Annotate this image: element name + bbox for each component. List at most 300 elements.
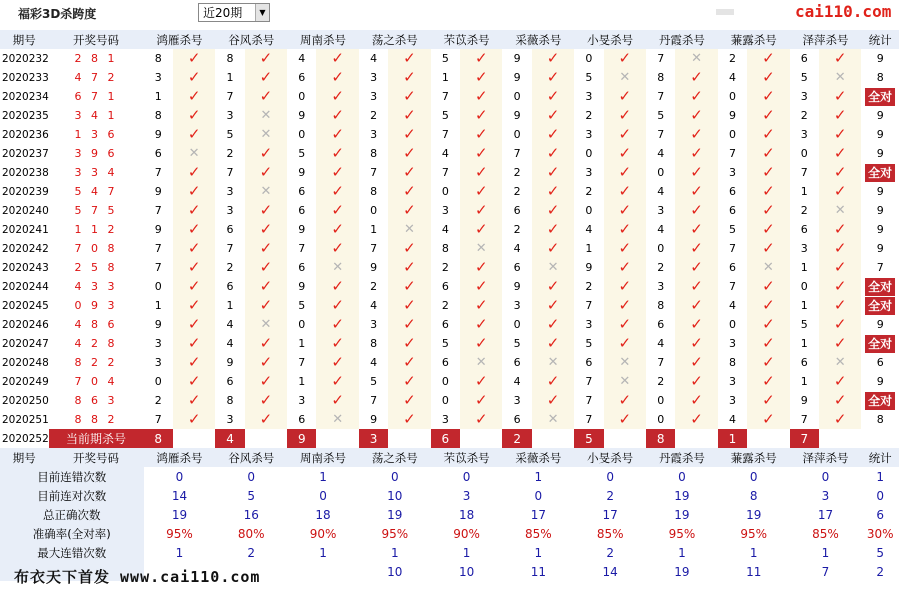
mark-cell [532, 49, 574, 68]
stat-cell: 8 [876, 71, 884, 84]
check-icon: ✓ [833, 410, 847, 428]
check-icon: ✓ [546, 296, 560, 314]
current-kill: 2 [502, 429, 531, 448]
mark-cell [532, 391, 574, 410]
table-row [0, 258, 899, 277]
mark-cell [388, 201, 430, 220]
kill-number: 8 [646, 68, 675, 87]
check-icon: ✓ [833, 315, 847, 333]
kill-number: 1 [144, 87, 173, 106]
mark-cell [245, 372, 287, 391]
check-icon: ✓ [259, 296, 273, 314]
mark-cell [388, 182, 430, 201]
check-icon: ✓ [618, 239, 632, 257]
summary-row [0, 467, 899, 486]
kill-number: 9 [144, 220, 173, 239]
check-icon: ✓ [618, 144, 632, 162]
kill-number: 7 [574, 372, 603, 391]
kill-table [0, 30, 899, 581]
cross-icon: ✕ [619, 70, 631, 85]
kill-number: 1 [790, 372, 819, 391]
mark-cell [316, 125, 358, 144]
kill-number: 5 [718, 220, 747, 239]
mark-cell [245, 68, 287, 87]
kill-number: 3 [431, 201, 460, 220]
mark-cell [747, 410, 789, 429]
mark-cell [747, 201, 789, 220]
check-icon: ✓ [187, 296, 201, 314]
kill-number: 2 [215, 144, 244, 163]
cross-icon: ✕ [834, 70, 846, 85]
col-killer: 谷风杀号 [215, 448, 287, 467]
mark-cell [747, 220, 789, 239]
range-select[interactable] [198, 3, 270, 22]
summary-value: 19 [387, 507, 403, 522]
kill-number: 5 [431, 106, 460, 125]
mark-cell [819, 87, 861, 106]
table-row [0, 144, 899, 163]
mark-cell [388, 258, 430, 277]
summary-value: 10 [387, 488, 403, 503]
table-row [0, 201, 899, 220]
kill-number: 4 [431, 220, 460, 239]
kill-number: 0 [359, 201, 388, 220]
col-killer: 荡之杀号 [359, 30, 431, 49]
mark-cell [819, 182, 861, 201]
cross-icon: ✕ [260, 317, 272, 332]
mark-cell [604, 277, 646, 296]
kill-number: 6 [287, 68, 316, 87]
check-icon: ✓ [331, 277, 344, 295]
current-stat [861, 429, 899, 448]
mark-cell [675, 163, 717, 182]
chevron-down-icon[interactable]: ▼ [255, 4, 269, 21]
mark-cell [245, 239, 287, 258]
mark-cell [532, 296, 574, 315]
kill-number: 3 [790, 239, 819, 258]
kill-number: 6 [502, 353, 531, 372]
kill-number: 0 [574, 49, 603, 68]
mark-cell [460, 391, 502, 410]
kill-number: 4 [718, 296, 747, 315]
all-correct-badge: 全对 [865, 297, 895, 315]
kill-number: 3 [359, 315, 388, 334]
table-row [0, 106, 899, 125]
mark-cell [604, 87, 646, 106]
table-row [0, 49, 899, 68]
mark-cell [675, 87, 717, 106]
mark-cell [460, 68, 502, 87]
check-icon: ✓ [690, 68, 703, 86]
kill-number: 9 [144, 315, 173, 334]
col-killer: 泽萍杀号 [790, 30, 862, 49]
cross-icon: ✕ [260, 127, 272, 142]
mark-cell [747, 239, 789, 258]
cross-icon: ✕ [762, 260, 774, 275]
summary-value: 2 [606, 545, 614, 560]
mark-cell [532, 106, 574, 125]
mark-cell [747, 144, 789, 163]
kill-number: 1 [287, 334, 316, 353]
mark-cell [388, 410, 430, 429]
mark-cell [532, 68, 574, 87]
check-icon: ✓ [403, 315, 416, 333]
kill-number: 2 [790, 106, 819, 125]
cross-icon: ✕ [619, 355, 631, 370]
stat-cell: 9 [876, 128, 884, 141]
mark-cell [316, 296, 358, 315]
kill-number: 7 [144, 239, 173, 258]
check-icon: ✓ [762, 315, 775, 333]
check-icon: ✓ [690, 391, 703, 409]
current-kill: 8 [646, 429, 675, 448]
kill-number: 3 [718, 372, 747, 391]
check-icon: ✓ [403, 144, 416, 162]
check-icon: ✓ [331, 391, 344, 409]
kill-number: 1 [144, 296, 173, 315]
mark-cell [819, 334, 861, 353]
kill-number: 7 [431, 163, 460, 182]
check-icon: ✓ [833, 87, 847, 105]
draw-numbers: 1 3 6 [74, 128, 118, 141]
kill-number: 6 [431, 353, 460, 372]
check-icon: ✓ [187, 49, 201, 67]
check-icon: ✓ [474, 144, 488, 162]
kill-number: 9 [502, 106, 531, 125]
summary-value: 8 [749, 488, 758, 503]
mark-cell [173, 182, 215, 201]
summary-stat: 30% [866, 526, 894, 541]
mark-cell [675, 201, 717, 220]
stat-cell: 9 [876, 318, 884, 331]
kill-number: 0 [287, 87, 316, 106]
period-cell: 2020233 [0, 68, 49, 87]
current-label: 当前期杀号 [49, 429, 144, 448]
mark-cell [388, 49, 430, 68]
kill-number: 8 [215, 391, 244, 410]
mark-cell [173, 353, 215, 372]
kill-number: 4 [431, 144, 460, 163]
mark-cell [316, 410, 358, 429]
summary-value: 14 [171, 488, 188, 503]
check-icon: ✓ [474, 163, 488, 181]
col-numbers: 开奖号码 [49, 30, 144, 49]
period-cell: 2020238 [0, 163, 49, 182]
check-icon: ✓ [259, 49, 273, 67]
mark-cell [604, 106, 646, 125]
cross-icon: ✕ [691, 51, 703, 66]
kill-number: 3 [574, 125, 603, 144]
check-icon: ✓ [403, 239, 416, 257]
summary-label: 目前连错次数 [0, 467, 144, 486]
kill-number: 7 [790, 163, 819, 182]
current-row [0, 429, 899, 448]
kill-number: 8 [646, 296, 675, 315]
check-icon: ✓ [187, 68, 201, 86]
mark-cell [604, 125, 646, 144]
table-row [0, 220, 899, 239]
kill-number: 7 [646, 125, 675, 144]
stat-cell: 9 [876, 223, 884, 236]
mark-cell [316, 315, 358, 334]
check-icon: ✓ [833, 258, 847, 276]
kill-number: 7 [359, 163, 388, 182]
mark-cell [532, 372, 574, 391]
cross-icon: ✕ [260, 184, 272, 199]
kill-number: 7 [574, 296, 603, 315]
table-row [0, 239, 899, 258]
draw-numbers: 8 8 2 [74, 413, 118, 426]
mark-cell [675, 410, 717, 429]
mark-cell [316, 182, 358, 201]
mark-cell [245, 87, 287, 106]
period-cell: 2020250 [0, 391, 49, 410]
stat-cell [861, 296, 899, 315]
kill-number: 8 [718, 353, 747, 372]
check-icon: ✓ [618, 410, 632, 428]
summary-value: 17 [817, 507, 834, 522]
check-icon: ✓ [546, 391, 560, 409]
kill-number: 0 [287, 125, 316, 144]
mark-cell [604, 334, 646, 353]
mark-cell [388, 334, 430, 353]
mark-cell [388, 372, 430, 391]
mark-cell [316, 144, 358, 163]
mark-cell [173, 220, 215, 239]
check-icon: ✓ [762, 353, 775, 371]
check-icon: ✓ [618, 201, 632, 219]
summary-value: 1 [319, 469, 327, 484]
kill-number: 4 [574, 220, 603, 239]
kill-number: 0 [574, 144, 603, 163]
mark-cell [173, 277, 215, 296]
kill-number: 4 [718, 410, 747, 429]
mark-cell [819, 220, 861, 239]
mark-cell [604, 353, 646, 372]
draw-numbers: 4 2 8 [74, 337, 118, 350]
kill-number: 3 [574, 87, 603, 106]
mark-cell [388, 220, 430, 239]
stat-cell [861, 277, 899, 296]
draw-numbers: 3 9 6 [74, 147, 118, 160]
col-killer: 采薇杀号 [502, 448, 574, 467]
check-icon: ✓ [403, 334, 416, 352]
mark-cell [316, 87, 358, 106]
check-icon: ✓ [331, 315, 344, 333]
table-row [0, 125, 899, 144]
check-icon: ✓ [618, 296, 632, 314]
kill-number: 9 [287, 163, 316, 182]
mark-cell [245, 106, 287, 125]
mark-cell [532, 353, 574, 372]
summary-value: 0 [606, 469, 614, 484]
current-kill: 5 [574, 429, 603, 448]
kill-number: 1 [431, 68, 460, 87]
mark-cell [316, 334, 358, 353]
kill-number: 5 [431, 49, 460, 68]
mark-cell [316, 201, 358, 220]
period-cell: 2020236 [0, 125, 49, 144]
check-icon: ✓ [259, 220, 273, 238]
check-icon: ✓ [331, 49, 344, 67]
check-icon: ✓ [403, 277, 416, 295]
check-icon: ✓ [187, 106, 201, 124]
check-icon: ✓ [618, 87, 632, 105]
summary-stat: 5 [876, 545, 885, 560]
summary-value: 19 [746, 507, 762, 522]
all-correct-badge: 全对 [865, 278, 895, 296]
kill-number: 6 [287, 182, 316, 201]
cross-icon: ✕ [332, 260, 344, 275]
kill-number: 2 [215, 258, 244, 277]
kill-number: 3 [144, 334, 173, 353]
check-icon: ✓ [546, 220, 560, 238]
kill-number: 1 [359, 220, 388, 239]
summary-value: 0 [175, 469, 184, 484]
mark-cell [747, 372, 789, 391]
site-logo[interactable]: cai110.com [795, 2, 892, 21]
kill-number: 3 [646, 277, 675, 296]
check-icon: ✓ [474, 277, 488, 295]
kill-number: 7 [790, 410, 819, 429]
check-icon: ✓ [833, 220, 847, 238]
check-icon: ✓ [187, 258, 201, 276]
summary-label: 目前连对次数 [0, 486, 144, 505]
summary-value: 85% [812, 526, 839, 541]
kill-number: 9 [502, 68, 531, 87]
kill-number: 9 [215, 353, 244, 372]
kill-number: 3 [502, 391, 531, 410]
check-icon: ✓ [618, 106, 632, 124]
summary-value: 80% [237, 526, 265, 541]
cross-icon: ✕ [547, 412, 559, 427]
mark-cell [819, 125, 861, 144]
check-icon: ✓ [403, 87, 416, 105]
check-icon: ✓ [546, 277, 560, 295]
kill-number: 6 [790, 220, 819, 239]
check-icon: ✓ [762, 334, 775, 352]
kill-number: 7 [144, 201, 173, 220]
kill-number: 3 [718, 334, 747, 353]
mark-cell [388, 163, 430, 182]
period-cell: 2020247 [0, 334, 49, 353]
check-icon: ✓ [618, 49, 632, 67]
mark-cell [532, 258, 574, 277]
draw-numbers: 4 8 6 [74, 318, 118, 331]
stat-cell [861, 391, 899, 410]
kill-number: 9 [359, 258, 388, 277]
mark-cell [245, 277, 287, 296]
all-correct-badge: 全对 [865, 164, 895, 182]
summary-value: 95% [668, 526, 696, 541]
mark-cell [460, 315, 502, 334]
current-gap [245, 429, 287, 448]
mark-cell [532, 220, 574, 239]
kill-number: 7 [215, 239, 244, 258]
current-gap [388, 429, 430, 448]
check-icon: ✓ [618, 391, 632, 409]
kill-number: 2 [646, 372, 675, 391]
mark-cell [388, 125, 430, 144]
mark-cell [173, 49, 215, 68]
mark-cell [388, 277, 430, 296]
mark-cell [532, 144, 574, 163]
mark-cell [173, 201, 215, 220]
check-icon: ✓ [259, 391, 273, 409]
summary-value: 0 [821, 469, 830, 484]
check-icon: ✓ [546, 49, 560, 67]
mark-cell [173, 334, 215, 353]
draw-numbers: 3 4 1 [74, 109, 118, 122]
mark-cell [245, 296, 287, 315]
check-icon: ✓ [618, 334, 632, 352]
col-period: 期号 [0, 448, 49, 467]
summary-value: 1 [534, 469, 543, 484]
mark-cell [675, 182, 717, 201]
kill-number: 8 [215, 49, 244, 68]
check-icon: ✓ [331, 144, 344, 162]
mark-cell [819, 315, 861, 334]
kill-number: 9 [359, 410, 388, 429]
summary-stat: 6 [876, 507, 885, 522]
draw-numbers: 3 3 4 [74, 166, 118, 179]
kill-number: 2 [359, 106, 388, 125]
check-icon: ✓ [546, 201, 560, 219]
mark-cell [316, 163, 358, 182]
check-icon: ✓ [474, 87, 488, 105]
kill-number: 1 [215, 296, 244, 315]
mark-cell [316, 220, 358, 239]
range-select-value: 近20期 [203, 6, 243, 20]
mark-cell [675, 315, 717, 334]
check-icon: ✓ [690, 334, 703, 352]
mark-cell [173, 68, 215, 87]
kill-number: 9 [144, 125, 173, 144]
kill-number: 4 [287, 49, 316, 68]
check-icon: ✓ [403, 372, 416, 390]
period-cell: 2020239 [0, 182, 49, 201]
mark-cell [747, 353, 789, 372]
summary-value: 19 [674, 507, 690, 522]
period-cell: 2020244 [0, 277, 49, 296]
kill-number: 9 [502, 49, 531, 68]
check-icon: ✓ [403, 163, 416, 181]
check-icon: ✓ [762, 125, 775, 143]
check-icon: ✓ [187, 220, 201, 238]
mark-cell [460, 220, 502, 239]
current-gap [532, 429, 574, 448]
check-icon: ✓ [187, 239, 201, 257]
check-icon: ✓ [331, 125, 344, 143]
col-period: 期号 [0, 30, 49, 49]
mark-cell [173, 163, 215, 182]
summary-value: 11 [530, 564, 547, 579]
mark-cell [819, 391, 861, 410]
kill-number: 9 [718, 106, 747, 125]
mark-cell [388, 315, 430, 334]
mark-cell [460, 87, 502, 106]
mark-cell [460, 353, 502, 372]
mark-cell [604, 144, 646, 163]
col-killer: 鸿雁杀号 [144, 30, 216, 49]
summary-value: 85% [596, 526, 624, 541]
mark-cell [675, 220, 717, 239]
kill-number: 2 [574, 182, 603, 201]
kill-number: 7 [144, 410, 173, 429]
check-icon: ✓ [690, 106, 703, 124]
current-gap [604, 429, 646, 448]
check-icon: ✓ [474, 125, 488, 143]
